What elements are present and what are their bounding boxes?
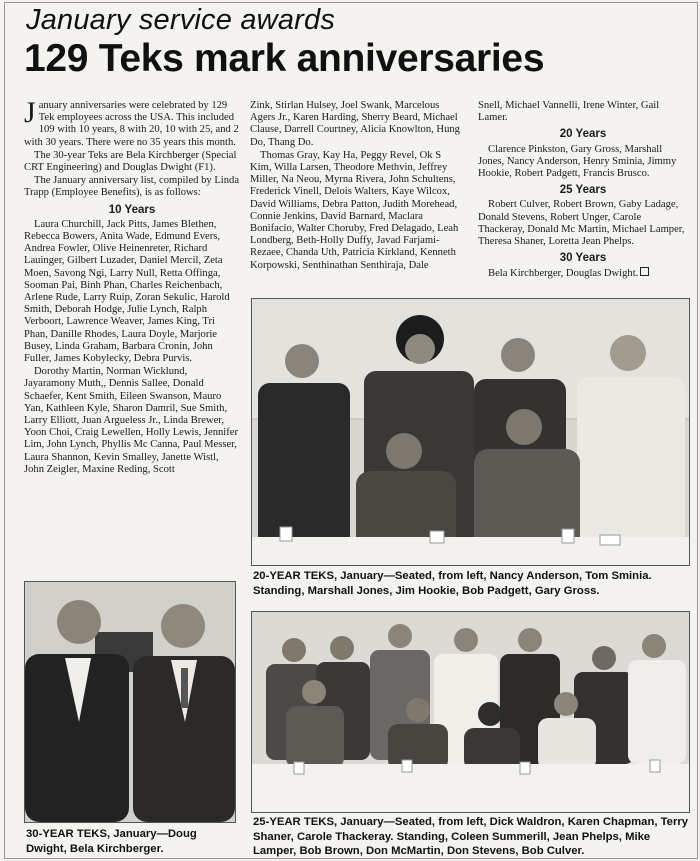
caption-20-year-teks: 20-YEAR TEKS, January—Seated, from left, Nancy Anderson, Tom Sminia. Standing, Marshall Jones, Jim Hookie, Bob Padgett, Gary Gross. bbox=[253, 570, 652, 597]
photo-25-year-teks bbox=[251, 611, 690, 813]
photo-30-year-illustration bbox=[25, 582, 235, 822]
heading-30-years: 30 Years bbox=[559, 252, 607, 265]
list-10-years-c: Zink, Stirlan Hulsey, Joel Swank, Marcelous Agers Jr., Karen Harding, Sherry Beard, Michael Clause, Darrell Courtney, Alicia Knowlton, Hung Do, Thang Do. bbox=[250, 100, 460, 148]
list-30-years-text: Bela Kirchberger, Douglas Dwight. bbox=[488, 268, 639, 280]
heading-10-years: 10 Years bbox=[108, 203, 156, 216]
intro-text: anuary anniversaries were celebrated by 129 Tek employees across the USA. This included 109 with 10 years, 8 with 20, 10 with 25, and 2 with 30 years. There were no 35 years this month. bbox=[24, 100, 239, 148]
section-kicker: January service awards bbox=[26, 4, 336, 36]
drop-cap: J bbox=[24, 96, 36, 129]
photo-20-year-teks bbox=[251, 298, 690, 566]
article-column-1 bbox=[24, 96, 240, 477]
heading-20-years: 20 Years bbox=[559, 128, 607, 141]
list-10-years-a: Laura Churchill, Jack Pitts, James Blethen, Rebecca Bowers, Anita Wade, Edmund Evers, Andrea Fowler, Olive Heinenreter, Richard Lauinger, Gilbert Luzader, Daniel Mercil, Zeta Moen, Savong Ngi, Larry Null, Retta Offinga, Sooman Pai, Binh Phan, Charles Reichenbach, Arlene Rude, Larry Ruip, Zoran Sekulic, Harold Smith, Deborah Hodge, Julie Lynch, Ralph Verboort, Lawrence Weaver, James King, Tri Phan, Danille Rhodes, Laura Doyle, Marjorie Busey, Linda Graham, Barbara Cronin, John Fuller, James Kobylecky, Debra Purvis. bbox=[24, 218, 230, 365]
list-30-years bbox=[478, 267, 688, 280]
list-25-years: Robert Culver, Robert Brown, Gaby Ladage, Donald Stevens, Robert Unger, Carole Thackeray, Donald Mc Martin, Michael Lamper, Theresa Shaner, Loretta Jean Phelps. bbox=[478, 199, 685, 248]
list-10-years-e: Snell, Michael Vannelli, Irene Winter, Gail Lamer. bbox=[478, 100, 660, 124]
end-of-story-icon bbox=[640, 267, 649, 276]
list-10-years-d: Thomas Gray, Kay Ha, Peggy Revel, Ok S Kim, Willa Larsen, Theodore Methvin, Jeffrey Miller, Na Neou, Myrna Rivera, John Schultens, Frederick Vinell, Delois Walters, Kaye Wilcox, David Williams, Debra Patton, Judith Morehead, Connie Jenkins, David Barnard, Maclara Bonifacio, Walter Choruby, Fred Delagado, Leah Londberg, Beth-Holly Duffy, Javad Farjami-Rezaee, Chanda Uth, Patricia Kirkland, Kenneth Korpowski, Senthinathan Senthiraja, Dale bbox=[250, 149, 459, 271]
heading-25-years: 25 Years bbox=[559, 184, 607, 197]
photo-30-year-teks bbox=[24, 581, 236, 823]
headline: 129 Teks mark anniversaries bbox=[24, 37, 545, 80]
article-column-2 bbox=[250, 100, 464, 273]
photo-25-year-illustration bbox=[252, 612, 689, 812]
intro-paragraph bbox=[24, 96, 240, 149]
caption-25-year-teks: 25-YEAR TEKS, January—Seated, from left, Dick Waldron, Karen Chapman, Terry Shaner, Carole Thackeray. Standing, Coleen Summerill, Jean Phelps, Mike Lamper, Bob Brown, Don McMartin, Don Stevens, Bob Culver. bbox=[253, 816, 689, 857]
article-column-3 bbox=[478, 100, 688, 282]
list-intro-paragraph: The January anniversary list, compiled by Linda Trapp (Employee Benefits), is as follows: bbox=[24, 175, 240, 199]
list-10-years-b: Dorothy Martin, Norman Wicklund, Jayaramony Muth,, Dennis Sallee, Donald Schaefer, Kent Smith, Eileen Swanson, Mauro Yan, Kathleen Kyle, Sharon Damril, Sue Smith, Larry Elliott, Juan Argueless Jr., Linda Brewer, Yoon Choi, Craig Lewellen, Holly Lewis, Jennifer Lim, John Lynch, Phyllis Mc Canna, Paul Messer, Laura Shannon, Kevin Smalley, Janette Wistl, John Zeigler, Maxine Reding, Scott bbox=[24, 366, 239, 475]
thirty-year-paragraph: The 30-year Teks are Bela Kirchberger (Special CRT Engineering) and Douglas Dwight (F1). bbox=[24, 149, 237, 174]
caption-30-year-teks: 30-YEAR TEKS, January—Doug Dwight, Bela Kirchberger. bbox=[26, 828, 197, 855]
photo-20-year-illustration bbox=[252, 299, 689, 565]
list-20-years: Clarence Pinkston, Gary Gross, Marshall Jones, Nancy Anderson, Henry Sminia, Jimmy Hookie, Robert Padgett, Francis Brusco. bbox=[478, 143, 677, 180]
